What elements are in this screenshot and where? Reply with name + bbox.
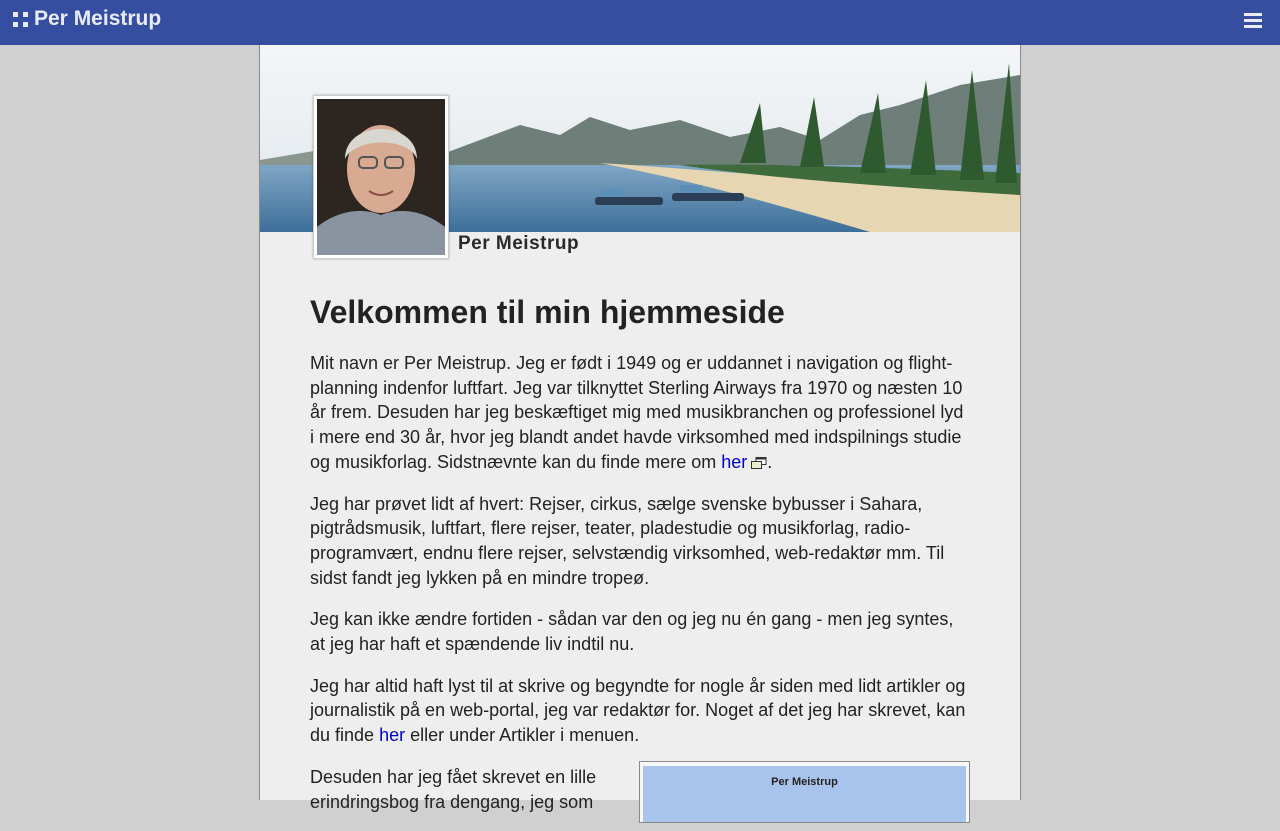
- main-content: [310, 293, 970, 831]
- external-link-icon[interactable]: [751, 457, 767, 469]
- book-cover-image[interactable]: [639, 761, 970, 823]
- person-portrait-image: [317, 99, 445, 255]
- page-title: Velkommen til min hjemmeside: [310, 294, 785, 330]
- intro-end: .: [767, 451, 773, 472]
- past-paragraph: Jeg kan ikke ændre fortiden - sådan var den og jeg nu én gang - men jeg syntes, at jeg har haft et spændende liv indtil nu.: [310, 609, 954, 655]
- top-navigation-bar: [0, 0, 1280, 45]
- intro-text: Mit navn er Per Meistrup. Jeg er født i 1949 og er uddannet i navigation og flight-planning indenfor luftfart. Jeg var tilknyttet Sterling Airways fra 1970 og næsten 10 år frem. Desuden har jeg beskæftiget mig med musikbranchen og professionel lyd i mere end 30 år, hvor jeg blandt andet havde virksomhed med indspilnings studie og musikforlag. Sidstnævnte kan du finde mere om: [310, 353, 964, 472]
- grid-dots-icon: [13, 12, 28, 27]
- writing-text: Jeg har altid haft lyst til at skrive og begyndte for nogle år siden med lidt artikler og journalistik på en web-portal, jeg var redaktør for. Noget af det jeg har skrevet, kan du finde: [310, 675, 966, 746]
- book-cover-art: [643, 766, 966, 822]
- memoir-line-2: erindringsbog fra dengang, jeg som: [310, 791, 594, 812]
- site-title: Per Meistrup: [34, 7, 162, 30]
- memoir-line-1: Desuden har jeg fået skrevet en lille: [310, 766, 597, 787]
- header-banner: [260, 45, 1020, 265]
- memoir-section: [310, 765, 970, 814]
- writing-paragraph: [310, 674, 970, 748]
- site-brand-link[interactable]: [13, 7, 161, 31]
- page-container: [259, 45, 1021, 812]
- writing-end: eller under Artikler i menuen.: [405, 725, 640, 746]
- memoir-paragraph: [310, 765, 610, 814]
- experience-paragraph: Jeg har prøvet lidt af hvert: Rejser, cirkus, sælge svenske bybusser i Sahara, pigtrådsmusik, luftfart, flere rejser, teater, pladestudie og musikforlag, radio-programvært, endnu flere rejser, selvstændig virksomhed, web-redaktør mm. Til sidst fandt jeg lykken på en mindre tropeø.: [310, 493, 945, 588]
- music-publisher-link[interactable]: her: [721, 451, 748, 472]
- articles-link[interactable]: her: [379, 725, 406, 746]
- banner-name-label: Per Meistrup: [458, 233, 580, 254]
- book-cover-title: Per Meistrup: [771, 775, 838, 788]
- hamburger-menu-icon[interactable]: [1244, 13, 1262, 28]
- intro-paragraph: [310, 351, 970, 475]
- portrait-photo: [313, 95, 449, 259]
